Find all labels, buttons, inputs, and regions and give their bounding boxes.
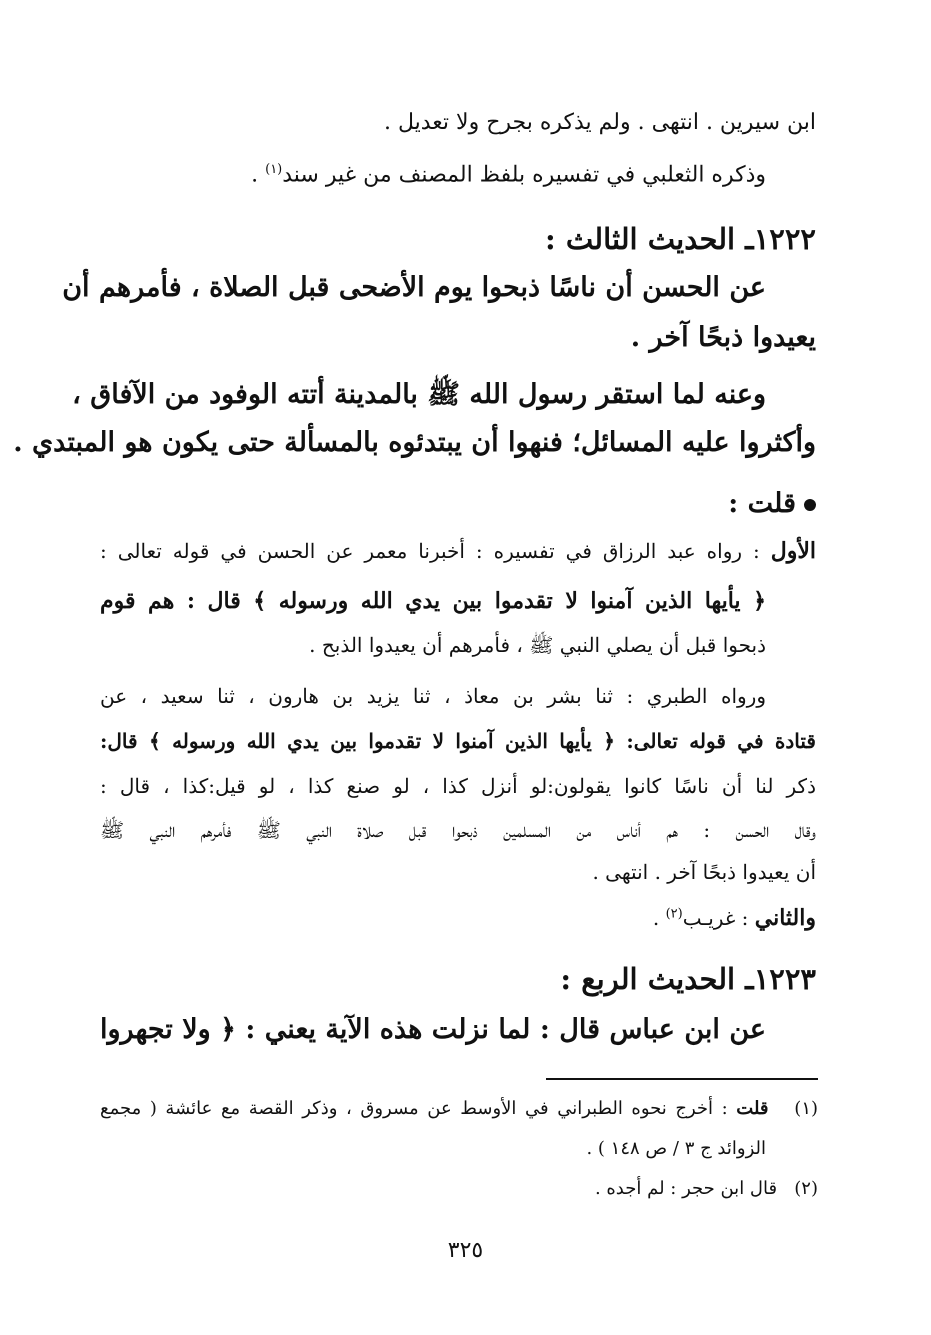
footnote-divider bbox=[546, 1078, 818, 1080]
footnote-text: قال ابن حجر : لم أجده . bbox=[594, 1178, 778, 1199]
text-line: أن يعيدوا ذبحًا آخر . انتهى . bbox=[592, 860, 816, 884]
text-line bbox=[100, 905, 816, 931]
hadith-text-line: عن ابن عباس قال : لما نزلت هذه الآية يعني : ﴿ ولا تجهروا bbox=[100, 1014, 766, 1045]
text-line: ذبحوا قبل أن يصلي النبي ﷺ ، فأمرهم أن يعيدوا الذبح . bbox=[309, 633, 766, 657]
hadith-text-line: يعيدوا ذبحًا آخر . bbox=[630, 322, 816, 353]
text-line: وقال الحسن : هم أناس من المسلمين ذبحوا قبل صلاة النبي ﷺ فأمرهم النبي ﷺ bbox=[100, 818, 816, 842]
footnote-label: قلت bbox=[736, 1098, 769, 1119]
page-number: ٣٢٥ bbox=[447, 1238, 484, 1263]
line-text: : رواه عبد الرزاق في تفسيره : أخبرنا معمر عن الحسن في قوله تعالى : bbox=[100, 539, 771, 563]
hadith-heading: ١٢٢٣ـ الحديث الربع : bbox=[560, 962, 816, 996]
line-end: . bbox=[652, 906, 666, 930]
hadith-text-line: عن الحسن أن ناسًا ذبحوا يوم الأضحى قبل الصلاة ، فأمرهم أن bbox=[62, 272, 766, 303]
line-end: . bbox=[251, 162, 266, 188]
footnote-ref: (١) bbox=[265, 162, 283, 177]
line-text: وذكره الثعلبي في تفسيره بلفظ المصنف من غير سند bbox=[282, 162, 766, 188]
footnote-ref: (٢) bbox=[665, 906, 683, 922]
footnote-line: الزوائد ج ٣ / ص ١٤٨ ) . bbox=[586, 1138, 766, 1159]
hadith-text-line: وأكثروا عليه المسائل؛ فنهوا أن يبتدئوه بالمسألة حتى يكون هو المبتدي . bbox=[13, 427, 816, 458]
text-line bbox=[100, 162, 766, 187]
qult-label: قلت : bbox=[728, 488, 796, 519]
footnote-number: (١) bbox=[794, 1098, 819, 1119]
line-text: : غريـب bbox=[682, 906, 755, 930]
text-line bbox=[100, 538, 816, 564]
footnote bbox=[100, 1098, 818, 1119]
bullet-icon bbox=[804, 499, 816, 511]
text-line: قتادة في قوله تعالى: ﴿ يأيها الذين آمنوا لا تقدموا بين يدي الله ورسوله ﴾ قال: bbox=[100, 729, 816, 753]
first-label: الأول bbox=[770, 538, 816, 564]
text-line: ورواه الطبري : ثنا بشر بن معاذ ، ثنا يزيد بن هارون ، ثنا سعيد ، عن bbox=[100, 684, 766, 708]
footnote-text: : أخرج نحوه الطبراني في الأوسط عن مسروق ، وذكر القصة مع عائشة ( مجمع bbox=[100, 1098, 737, 1119]
hadith-text-line: وعنه لما استقر رسول الله ﷺ بالمدينة أتته الوفود من الآفاق ، bbox=[72, 379, 766, 410]
text-line: ذكر لنا أن ناسًا كانوا يقولون:لو أنزل كذا ، لو صنع كذا ، لو قيل:كذا ، قال : bbox=[100, 774, 816, 798]
second-label: والثاني bbox=[754, 905, 816, 931]
footnote bbox=[100, 1178, 818, 1199]
text-line: ﴿ يأيها الذين آمنوا لا تقدموا بين يدي الله ورسوله ﴾ قال : هم قوم bbox=[100, 588, 766, 614]
qult-heading bbox=[100, 488, 816, 519]
text-line: ابن سيرين . انتهى . ولم يذكره بجرح ولا تعديل . bbox=[383, 110, 816, 135]
footnote-number: (٢) bbox=[794, 1178, 818, 1199]
hadith-heading: ١٢٢٢ـ الحديث الثالث : bbox=[545, 222, 816, 256]
